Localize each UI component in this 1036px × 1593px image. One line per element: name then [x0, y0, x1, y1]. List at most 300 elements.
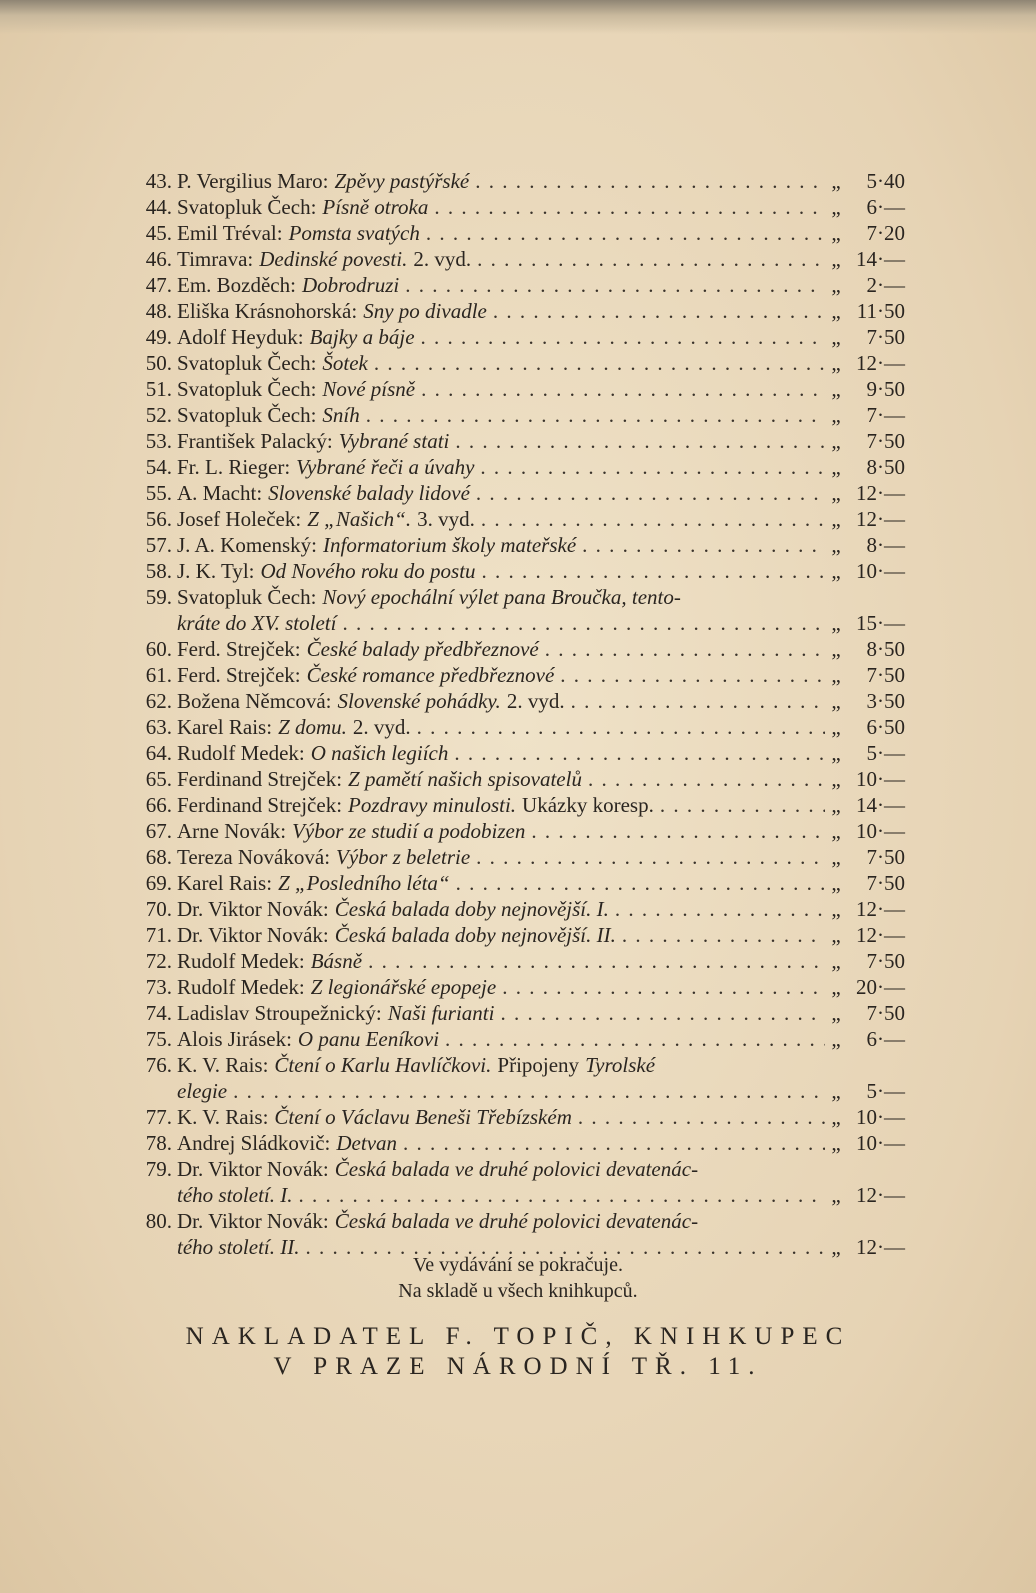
catalog-entry — [135, 1026, 905, 1052]
entry-body — [177, 1156, 905, 1208]
publisher-imprint — [0, 1322, 1036, 1382]
ditto-mark: „ — [831, 923, 841, 947]
torn-top-edge — [0, 0, 1036, 34]
entry-body — [177, 662, 905, 688]
entry-title: Z domu. — [278, 715, 347, 739]
entry-number: 77. — [145, 1105, 172, 1129]
entry-body — [177, 402, 905, 428]
dot-leader — [531, 818, 825, 844]
dot-leader — [445, 1026, 825, 1052]
entry-number: 52. — [145, 403, 172, 427]
catalog-entry — [135, 272, 905, 298]
entry-line — [177, 1026, 905, 1052]
entry-line — [177, 766, 905, 792]
catalog-entry — [135, 480, 905, 506]
ditto-mark: „ — [831, 949, 841, 973]
entry-title: České balady předbřeznové — [306, 637, 539, 661]
entry-title: Česká balada doby nejnovější. II. — [334, 923, 616, 947]
entry-price: 5·— — [866, 1079, 905, 1103]
entry-body — [177, 532, 905, 558]
entry-number: 60. — [145, 637, 172, 661]
entry-author: Rudolf Medek: — [177, 975, 305, 999]
entry-number: 74. — [145, 1001, 172, 1025]
ditto-mark: „ — [831, 1079, 841, 1103]
entry-line — [177, 896, 905, 922]
entry-author: Ladislav Stroupežnický: — [177, 1001, 382, 1025]
dot-leader — [417, 714, 825, 740]
ditto-mark: „ — [831, 689, 841, 713]
entry-author: Josef Holeček: — [177, 507, 302, 531]
entry-author: Adolf Heyduk: — [177, 325, 304, 349]
entry-body — [177, 896, 905, 922]
entry-price: 10·— — [856, 1105, 905, 1129]
entry-price: 12·— — [856, 507, 905, 531]
ditto-mark: „ — [831, 429, 841, 453]
catalog-entry — [135, 1000, 905, 1026]
entry-author: Svatopluk Čech: — [177, 585, 317, 609]
continuation-note-line-2: Na skladě u všech knihkupců. — [398, 1280, 638, 1302]
entry-author: J. A. Komenský: — [177, 533, 318, 557]
entry-line — [177, 1208, 905, 1234]
entry-body — [177, 1026, 905, 1052]
entry-number: 51. — [145, 377, 172, 401]
entry-title: Česká balada ve druhé polovici devatenác- — [334, 1157, 699, 1181]
entry-line — [177, 246, 905, 272]
dot-leader — [582, 532, 825, 558]
entry-author: Ferdinand Strejček: — [177, 767, 343, 791]
dot-leader — [480, 454, 825, 480]
entry-line — [177, 974, 905, 1000]
entry-number: 54. — [145, 455, 172, 479]
entry-line — [177, 506, 905, 532]
entry-price: 6·— — [866, 1027, 905, 1051]
catalog-entry — [135, 246, 905, 272]
entry-body — [177, 922, 905, 948]
entry-title: Slovenské pohádky. — [337, 689, 501, 713]
catalog-entry — [135, 402, 905, 428]
dot-leader — [622, 922, 825, 948]
catalog-entry — [135, 1052, 905, 1104]
entry-price: 12·— — [856, 897, 905, 921]
entry-title: Naši furianti — [387, 1001, 495, 1025]
entry-line — [177, 428, 905, 454]
entry-line — [177, 558, 905, 584]
dot-leader — [298, 1182, 825, 1208]
entry-author: Rudolf Medek: — [177, 741, 305, 765]
entry-price: 12·— — [856, 1183, 905, 1207]
entry-body — [177, 714, 905, 740]
entry-author: K. V. Rais: — [177, 1053, 269, 1077]
dot-leader — [500, 1000, 825, 1026]
publisher-line-2: V PRAZE NÁRODNÍ TŘ. 11. — [273, 1353, 763, 1380]
entry-price: 10·— — [856, 819, 905, 843]
entry-price: 20·— — [856, 975, 905, 999]
catalog-entry — [135, 1156, 905, 1208]
entry-line — [177, 740, 905, 766]
entry-author: Svatopluk Čech: — [177, 195, 317, 219]
entry-price: 7·50 — [866, 845, 905, 869]
entry-line — [177, 272, 905, 298]
entry-title: Dedinské povesti. — [259, 247, 408, 271]
dot-leader — [476, 844, 825, 870]
ditto-mark: „ — [831, 975, 841, 999]
dot-leader — [545, 636, 825, 662]
entry-title: Čtení o Václavu Beneši Třebízském — [274, 1105, 572, 1129]
entry-body — [177, 1130, 905, 1156]
entry-note: 2. vyd. — [413, 247, 472, 271]
entry-number: 71. — [145, 923, 172, 947]
entry-price: 7·— — [866, 403, 905, 427]
entry-title: Pozdravy minulosti. — [348, 793, 517, 817]
catalog-entry — [135, 350, 905, 376]
dot-leader — [426, 220, 825, 246]
entry-title-continued: tého století. II. — [177, 1235, 300, 1259]
entry-author: Svatopluk Čech: — [177, 351, 317, 375]
entry-line — [177, 1052, 905, 1078]
ditto-mark: „ — [831, 247, 841, 271]
ditto-mark: „ — [831, 1131, 841, 1155]
catalog-entry — [135, 870, 905, 896]
catalog-entry — [135, 662, 905, 688]
entry-body — [177, 1052, 905, 1104]
entry-number: 68. — [145, 845, 172, 869]
entry-line — [177, 1156, 905, 1182]
entry-price: 14·— — [856, 247, 905, 271]
entry-body — [177, 506, 905, 532]
dot-leader — [476, 480, 825, 506]
entry-number: 73. — [145, 975, 172, 999]
catalog-entry — [135, 454, 905, 480]
entry-line-continued — [177, 610, 905, 636]
entry-number: 64. — [145, 741, 172, 765]
ditto-mark: „ — [831, 403, 841, 427]
ditto-mark: „ — [831, 637, 841, 661]
entry-body — [177, 428, 905, 454]
entry-body — [177, 740, 905, 766]
entry-body — [177, 792, 905, 818]
entry-author: Ferd. Strejček: — [177, 637, 301, 661]
entry-number: 61. — [145, 663, 172, 687]
entry-price: 3·50 — [866, 689, 905, 713]
entry-number: 75. — [145, 1027, 172, 1051]
ditto-mark: „ — [831, 715, 841, 739]
entry-line — [177, 324, 905, 350]
entry-title: Dobrodruzi — [301, 273, 400, 297]
ditto-mark: „ — [831, 533, 841, 557]
entry-price: 14·— — [856, 793, 905, 817]
entry-title: České romance předbřeznové — [306, 663, 555, 687]
entry-line — [177, 402, 905, 428]
entry-author: Em. Bozděch: — [177, 273, 296, 297]
dot-leader — [475, 168, 825, 194]
entry-number: 45. — [145, 221, 172, 245]
entry-body — [177, 454, 905, 480]
entry-price: 7·20 — [866, 221, 905, 245]
entry-title-continued: kráte do XV. století — [177, 611, 337, 635]
catalog-entry — [135, 818, 905, 844]
entry-author: Dr. Viktor Novák: — [177, 897, 329, 921]
dot-leader — [456, 870, 825, 896]
entry-price: 2·— — [866, 273, 905, 297]
entry-title: Zpěvy pastýřské — [334, 169, 470, 193]
dot-leader — [588, 766, 825, 792]
catalog-entry — [135, 376, 905, 402]
entry-title: Informatorium školy mateřské — [323, 533, 577, 557]
entry-title: Nové písně — [322, 377, 416, 401]
entry-price: 6·— — [866, 195, 905, 219]
entry-price: 11·50 — [856, 299, 905, 323]
entry-line — [177, 584, 905, 610]
entry-price: 12·— — [856, 923, 905, 947]
entry-body — [177, 974, 905, 1000]
entry-price: 7·50 — [866, 663, 905, 687]
entry-title: Z legionářské epopeje — [310, 975, 497, 999]
entry-title: Výbor z beletrie — [336, 845, 471, 869]
entry-title: Česká balada doby nejnovější. I. — [334, 897, 609, 921]
ditto-mark: „ — [831, 377, 841, 401]
dot-leader — [455, 428, 825, 454]
dot-leader — [560, 662, 825, 688]
entry-author: Fr. L. Rieger: — [177, 455, 291, 479]
entry-number: 46. — [145, 247, 172, 271]
entry-title: Slovenské balady lidové — [268, 481, 470, 505]
entry-price: 12·— — [856, 1235, 905, 1259]
entry-number: 58. — [145, 559, 172, 583]
catalog-entry — [135, 532, 905, 558]
entry-author: P. Vergilius Maro: — [177, 169, 329, 193]
entry-title: Z „Našich“. — [307, 507, 412, 531]
entry-title: Sny po divadle — [363, 299, 487, 323]
entry-line — [177, 168, 905, 194]
catalog-entry — [135, 792, 905, 818]
entry-author: František Palacký: — [177, 429, 333, 453]
entry-number: 69. — [145, 871, 172, 895]
entry-line — [177, 948, 905, 974]
entry-title: Nový epochální výlet pana Broučka, tento- — [322, 585, 681, 609]
catalog-entry — [135, 714, 905, 740]
entry-number: 66. — [145, 793, 172, 817]
dot-leader — [434, 194, 825, 220]
entry-title: Detvan — [336, 1131, 398, 1155]
entry-price: 10·— — [856, 559, 905, 583]
ditto-mark: „ — [831, 1027, 841, 1051]
ditto-mark: „ — [831, 299, 841, 323]
entry-author: Eliška Krásnohorská: — [177, 299, 358, 323]
entry-number: 78. — [145, 1131, 172, 1155]
entry-price: 7·50 — [866, 949, 905, 973]
ditto-mark: „ — [831, 1235, 841, 1259]
catalog-entry — [135, 506, 905, 532]
entry-title: O našich legiích — [310, 741, 449, 765]
entry-number: 59. — [145, 585, 172, 609]
entry-body — [177, 766, 905, 792]
ditto-mark: „ — [831, 611, 841, 635]
entry-number: 57. — [145, 533, 172, 557]
entry-line — [177, 870, 905, 896]
catalog-entry — [135, 558, 905, 584]
entry-line — [177, 922, 905, 948]
continuation-note — [0, 1252, 1036, 1304]
entry-number: 44. — [145, 195, 172, 219]
dot-leader — [493, 298, 825, 324]
entry-title: Česká balada ve druhé polovici devatenác- — [334, 1209, 699, 1233]
book-catalog-list — [135, 168, 905, 1260]
entry-body — [177, 636, 905, 662]
entry-author: Karel Rais: — [177, 871, 273, 895]
entry-title: Z „Posledního léta“ — [278, 871, 450, 895]
dot-leader — [421, 376, 825, 402]
catalog-entry — [135, 896, 905, 922]
entry-number: 56. — [145, 507, 172, 531]
entry-price: 7·50 — [866, 325, 905, 349]
entry-title: Básně — [310, 949, 363, 973]
entry-number: 53. — [145, 429, 172, 453]
entry-line — [177, 688, 905, 714]
ditto-mark: „ — [831, 221, 841, 245]
entry-title: Od Nového roku do postu — [260, 559, 476, 583]
entry-number: 70. — [145, 897, 172, 921]
entry-body — [177, 194, 905, 220]
entry-author: Karel Rais: — [177, 715, 273, 739]
catalog-entry — [135, 1104, 905, 1130]
ditto-mark: „ — [831, 663, 841, 687]
entry-author: Dr. Viktor Novák: — [177, 1157, 329, 1181]
entry-note: Ukázky koresp. — [522, 793, 654, 817]
entry-line — [177, 1104, 905, 1130]
entry-author: Ferdinand Strejček: — [177, 793, 343, 817]
entry-line-continued — [177, 1078, 905, 1104]
entry-body — [177, 558, 905, 584]
entry-number: 47. — [145, 273, 172, 297]
entry-number: 76. — [145, 1053, 172, 1077]
entry-body — [177, 168, 905, 194]
entry-number: 80. — [145, 1209, 172, 1233]
catalog-entry — [135, 324, 905, 350]
entry-price: 5·40 — [866, 169, 905, 193]
entry-body — [177, 844, 905, 870]
entry-title: Čtení o Karlu Havlíčkovi. — [274, 1053, 492, 1077]
ditto-mark: „ — [831, 1183, 841, 1207]
ditto-mark: „ — [831, 871, 841, 895]
dot-leader — [366, 402, 825, 428]
entry-title: O panu Eeníkovi — [297, 1027, 440, 1051]
entry-note: 3. vyd. — [417, 507, 475, 531]
entry-line — [177, 1130, 905, 1156]
entry-author: Svatopluk Čech: — [177, 403, 317, 427]
entry-line — [177, 532, 905, 558]
catalog-entry — [135, 636, 905, 662]
entry-price: 7·50 — [866, 429, 905, 453]
entry-author: Dr. Viktor Novák: — [177, 1209, 329, 1233]
entry-number: 62. — [145, 689, 172, 713]
entry-title-tail: Tyrolské — [585, 1053, 656, 1077]
entry-title: Vybrané řeči a úvahy — [296, 455, 475, 479]
entry-line — [177, 636, 905, 662]
entry-price: 12·— — [856, 481, 905, 505]
entry-number: 67. — [145, 819, 172, 843]
entry-line — [177, 792, 905, 818]
entry-body — [177, 870, 905, 896]
entry-body — [177, 298, 905, 324]
catalog-entry — [135, 740, 905, 766]
catalog-entry — [135, 168, 905, 194]
entry-body — [177, 688, 905, 714]
entry-body — [177, 350, 905, 376]
entry-title: Písně otroka — [322, 195, 429, 219]
ditto-mark: „ — [831, 481, 841, 505]
entry-number: 72. — [145, 949, 172, 973]
entry-number: 48. — [145, 299, 172, 323]
dot-leader — [477, 246, 825, 272]
catalog-entry — [135, 922, 905, 948]
entry-author: Svatopluk Čech: — [177, 377, 317, 401]
entry-line — [177, 194, 905, 220]
entry-line — [177, 714, 905, 740]
entry-author: K. V. Rais: — [177, 1105, 269, 1129]
entry-price: 5·— — [866, 741, 905, 765]
entry-body — [177, 1000, 905, 1026]
entry-author: Božena Němcová: — [177, 689, 332, 713]
ditto-mark: „ — [831, 325, 841, 349]
entry-number: 43. — [145, 169, 172, 193]
entry-body — [177, 376, 905, 402]
catalog-entry — [135, 974, 905, 1000]
ditto-mark: „ — [831, 845, 841, 869]
entry-line — [177, 480, 905, 506]
entry-body — [177, 948, 905, 974]
entry-line — [177, 350, 905, 376]
ditto-mark: „ — [831, 1105, 841, 1129]
entry-body — [177, 818, 905, 844]
entry-title: Šotek — [322, 351, 368, 375]
ditto-mark: „ — [831, 1001, 841, 1025]
dot-leader — [368, 948, 825, 974]
entry-price: 9·50 — [866, 377, 905, 401]
entry-line — [177, 1000, 905, 1026]
entry-price: 12·— — [856, 351, 905, 375]
dot-leader — [481, 506, 825, 532]
entry-price: 15·— — [856, 611, 905, 635]
entry-price: 10·— — [856, 1131, 905, 1155]
ditto-mark: „ — [831, 195, 841, 219]
catalog-entry — [135, 298, 905, 324]
entry-title: Pomsta svatých — [288, 221, 420, 245]
entry-title: Výbor ze studií a podobizen — [292, 819, 526, 843]
catalog-entry — [135, 584, 905, 636]
ditto-mark: „ — [831, 741, 841, 765]
entry-number: 65. — [145, 767, 172, 791]
publisher-line-1: NAKLADATEL F. TOPIČ, KNIHKUPEC — [185, 1323, 851, 1350]
catalog-entry — [135, 194, 905, 220]
entry-author: Timrava: — [177, 247, 254, 271]
entry-body — [177, 272, 905, 298]
entry-body — [177, 246, 905, 272]
entry-title-continued: elegie — [177, 1079, 228, 1103]
ditto-mark: „ — [831, 767, 841, 791]
catalog-entry — [135, 948, 905, 974]
entry-body — [177, 1104, 905, 1130]
entry-author: Arne Novák: — [177, 819, 287, 843]
entry-author: Tereza Nováková: — [177, 845, 331, 869]
entry-note: Připojeny — [497, 1053, 580, 1077]
entry-title: Sníh — [322, 403, 360, 427]
entry-number: 50. — [145, 351, 172, 375]
catalog-entry — [135, 766, 905, 792]
ditto-mark: „ — [831, 351, 841, 375]
dot-leader — [482, 558, 825, 584]
entry-line — [177, 818, 905, 844]
entry-price: 10·— — [856, 767, 905, 791]
